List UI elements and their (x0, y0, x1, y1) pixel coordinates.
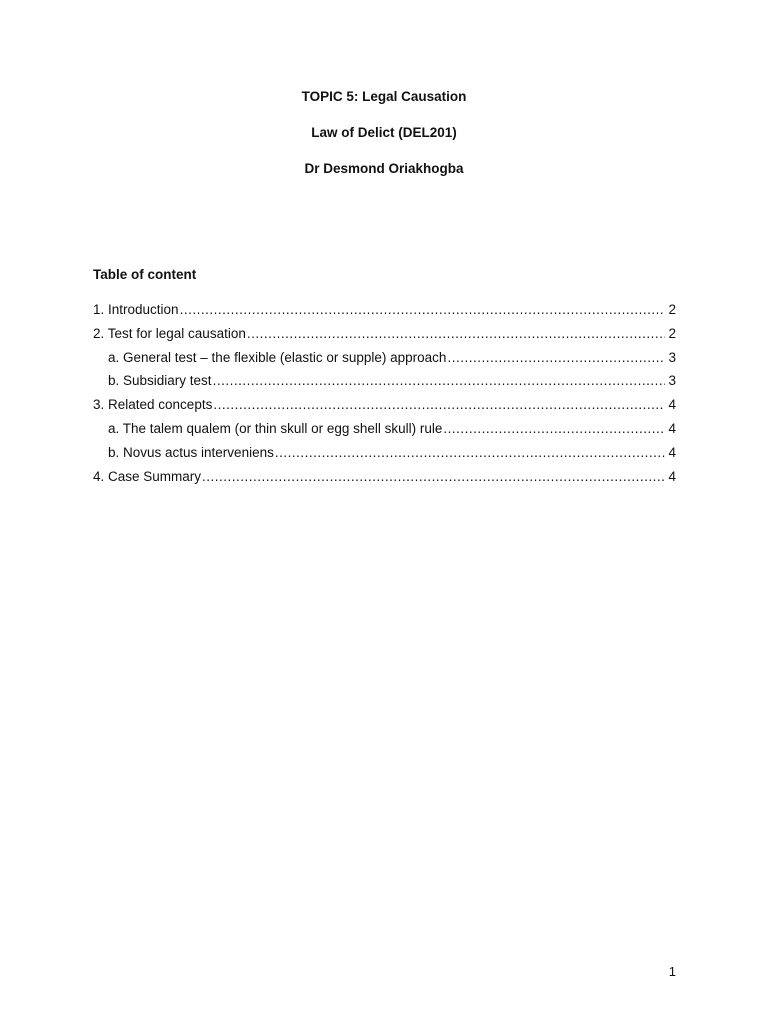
toc-entry-label: a. The talem qualem (or thin skull or egg shell skull) rule (108, 420, 443, 436)
toc-dot-leader (213, 396, 665, 414)
toc-entry-page: 3 (668, 373, 676, 389)
topic-title: TOPIC 5: Legal Causation (301, 89, 467, 104)
toc-entry-introduction[interactable] (93, 301, 676, 325)
toc-entry-label: b. Subsidiary test (108, 373, 212, 389)
toc-entry-page: 4 (668, 420, 676, 436)
toc-entry-related-concepts[interactable] (93, 396, 676, 420)
toc-dot-leader (275, 444, 665, 462)
toc-entry-general-test[interactable] (93, 349, 676, 373)
toc-entry-label: a. General test – the flexible (elastic or supple) approach (108, 349, 447, 365)
toc-dot-leader (247, 325, 665, 343)
toc-entry-page: 4 (668, 468, 676, 484)
table-of-contents (93, 301, 676, 491)
toc-entry-page: 2 (668, 325, 676, 341)
toc-dot-leader (213, 372, 665, 390)
toc-entry-talem-qualem[interactable] (93, 420, 676, 444)
toc-entry-page: 4 (668, 397, 676, 413)
toc-dot-leader (202, 468, 665, 486)
toc-entry-label: b. Novus actus interveniens (108, 444, 274, 460)
toc-entry-test-for-legal-causation[interactable] (93, 325, 676, 349)
toc-entry-label: 1. Introduction (93, 302, 179, 317)
toc-dot-leader (180, 301, 665, 319)
author-name: Dr Desmond Oriakhogba (304, 161, 464, 176)
toc-heading: Table of content (93, 267, 197, 282)
toc-entry-case-summary[interactable] (93, 468, 676, 492)
toc-entry-label: 4. Case Summary (93, 468, 202, 484)
course-title: Law of Delict (DEL201) (311, 125, 457, 140)
page-number: 1 (668, 964, 676, 979)
toc-entry-label: 2. Test for legal causation (93, 325, 246, 341)
toc-dot-leader (447, 349, 665, 367)
toc-entry-label: 3. Related concepts (93, 397, 213, 413)
toc-entry-novus-actus[interactable] (93, 444, 676, 468)
toc-dot-leader (443, 420, 665, 438)
toc-entry-page: 2 (668, 302, 676, 317)
toc-entry-page: 4 (668, 444, 676, 460)
toc-entry-subsidiary-test[interactable] (93, 372, 676, 396)
toc-entry-page: 3 (668, 349, 676, 365)
